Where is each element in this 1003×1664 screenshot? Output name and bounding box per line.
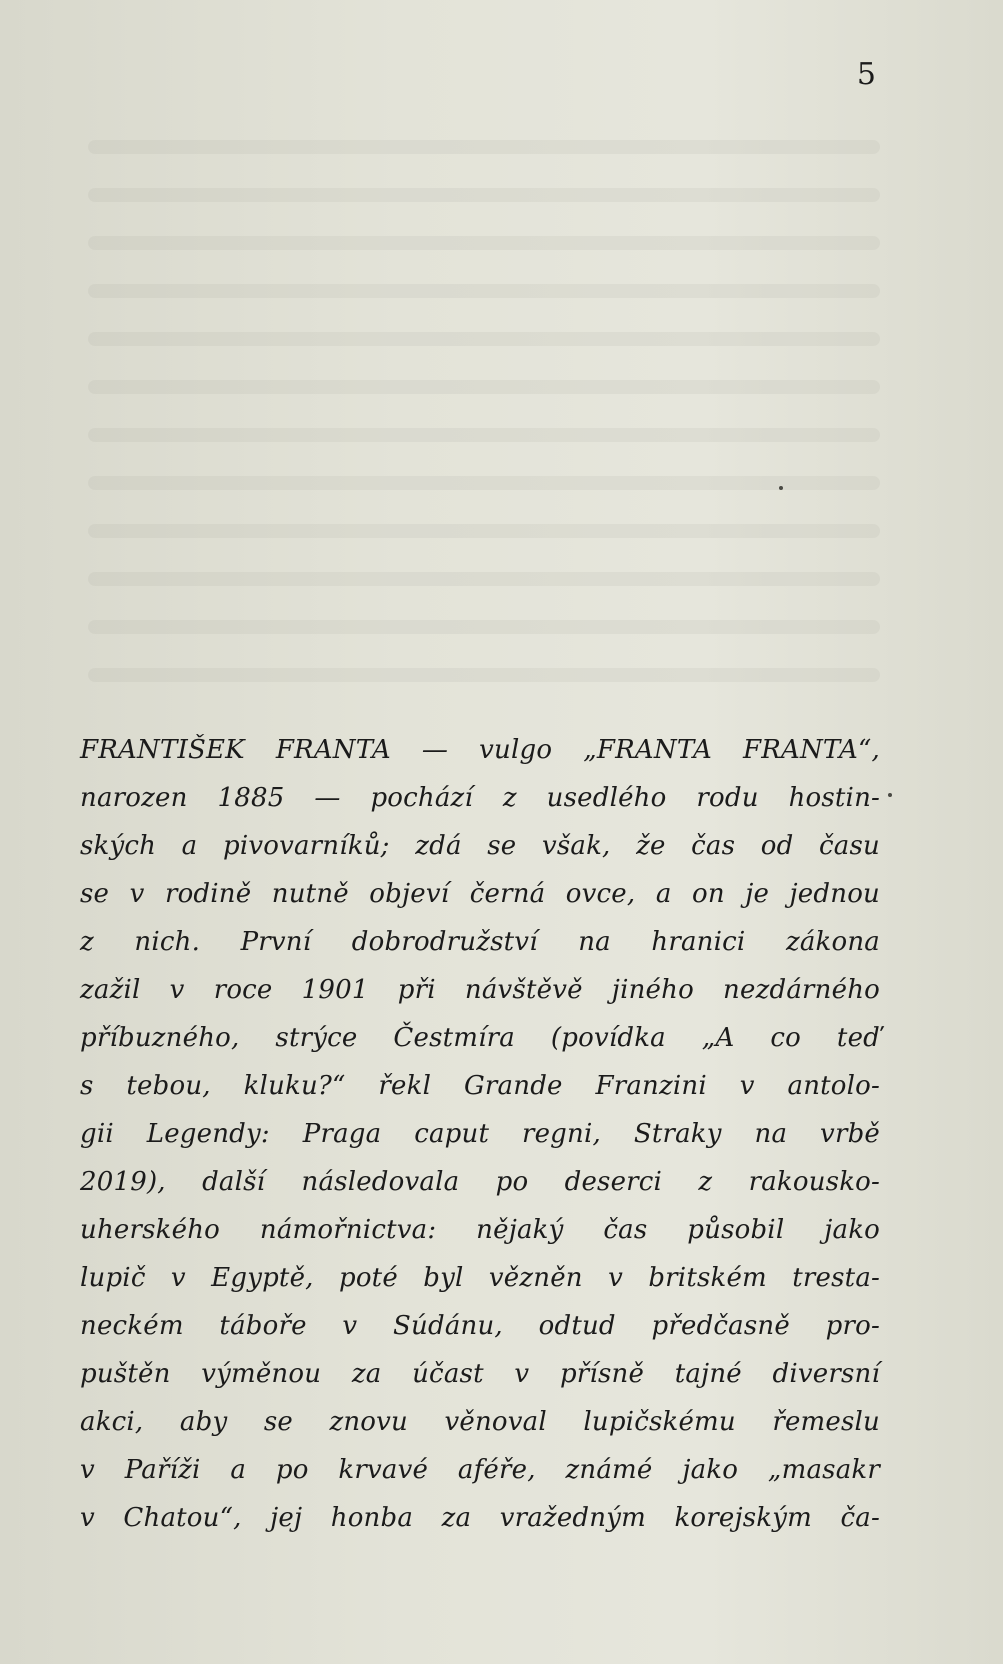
text-line: v Paříži a po krvavé aféře, známé jako „masakr — [80, 1455, 880, 1485]
page-number: 5 — [856, 57, 876, 92]
text-line: puštěn výměnou za účast v přísně tajné diversní — [80, 1359, 880, 1389]
text-line: ských a pivovarníků; zdá se však, že čas od času — [80, 831, 880, 861]
text-line: z nich. První dobrodružství na hranici zákona — [80, 927, 880, 957]
text-line: FRANTIŠEK FRANTA — vulgo „FRANTA FRANTA“, — [80, 735, 880, 765]
text-line: akci, aby se znovu věnoval lupičskému řemeslu — [80, 1407, 880, 1437]
text-line: 2019), další následovala po deserci z rakousko- — [80, 1167, 880, 1197]
text-line: s tebou, kluku?“ řekl Grande Franzini v antolo- — [80, 1071, 880, 1101]
ink-speck — [779, 486, 783, 490]
text-line: zažil v roce 1901 při návštěvě jiného nezdárného — [80, 975, 880, 1005]
text-line: neckém táboře v Súdánu, odtud předčasně pro- — [80, 1311, 880, 1341]
text-line: v Chatou“, jej honba za vražedným korejským ča- — [80, 1503, 880, 1533]
ink-speck — [888, 793, 892, 797]
text-line: uherského námořnictva: nějaký čas působil jako — [80, 1215, 880, 1245]
text-line: lupič v Egyptě, poté byl vězněn v britském tresta- — [80, 1263, 880, 1293]
text-line: příbuzného, strýce Čestmíra (povídka „A co teď — [80, 1023, 880, 1053]
text-line: narozen 1885 — pochází z usedlého rodu hostin- — [80, 783, 880, 813]
body-paragraph — [80, 726, 880, 1542]
text-line: gii Legendy: Praga caput regni, Straky na vrbě — [80, 1119, 880, 1149]
text-line: se v rodině nutně objeví černá ovce, a on je jednou — [80, 879, 880, 909]
